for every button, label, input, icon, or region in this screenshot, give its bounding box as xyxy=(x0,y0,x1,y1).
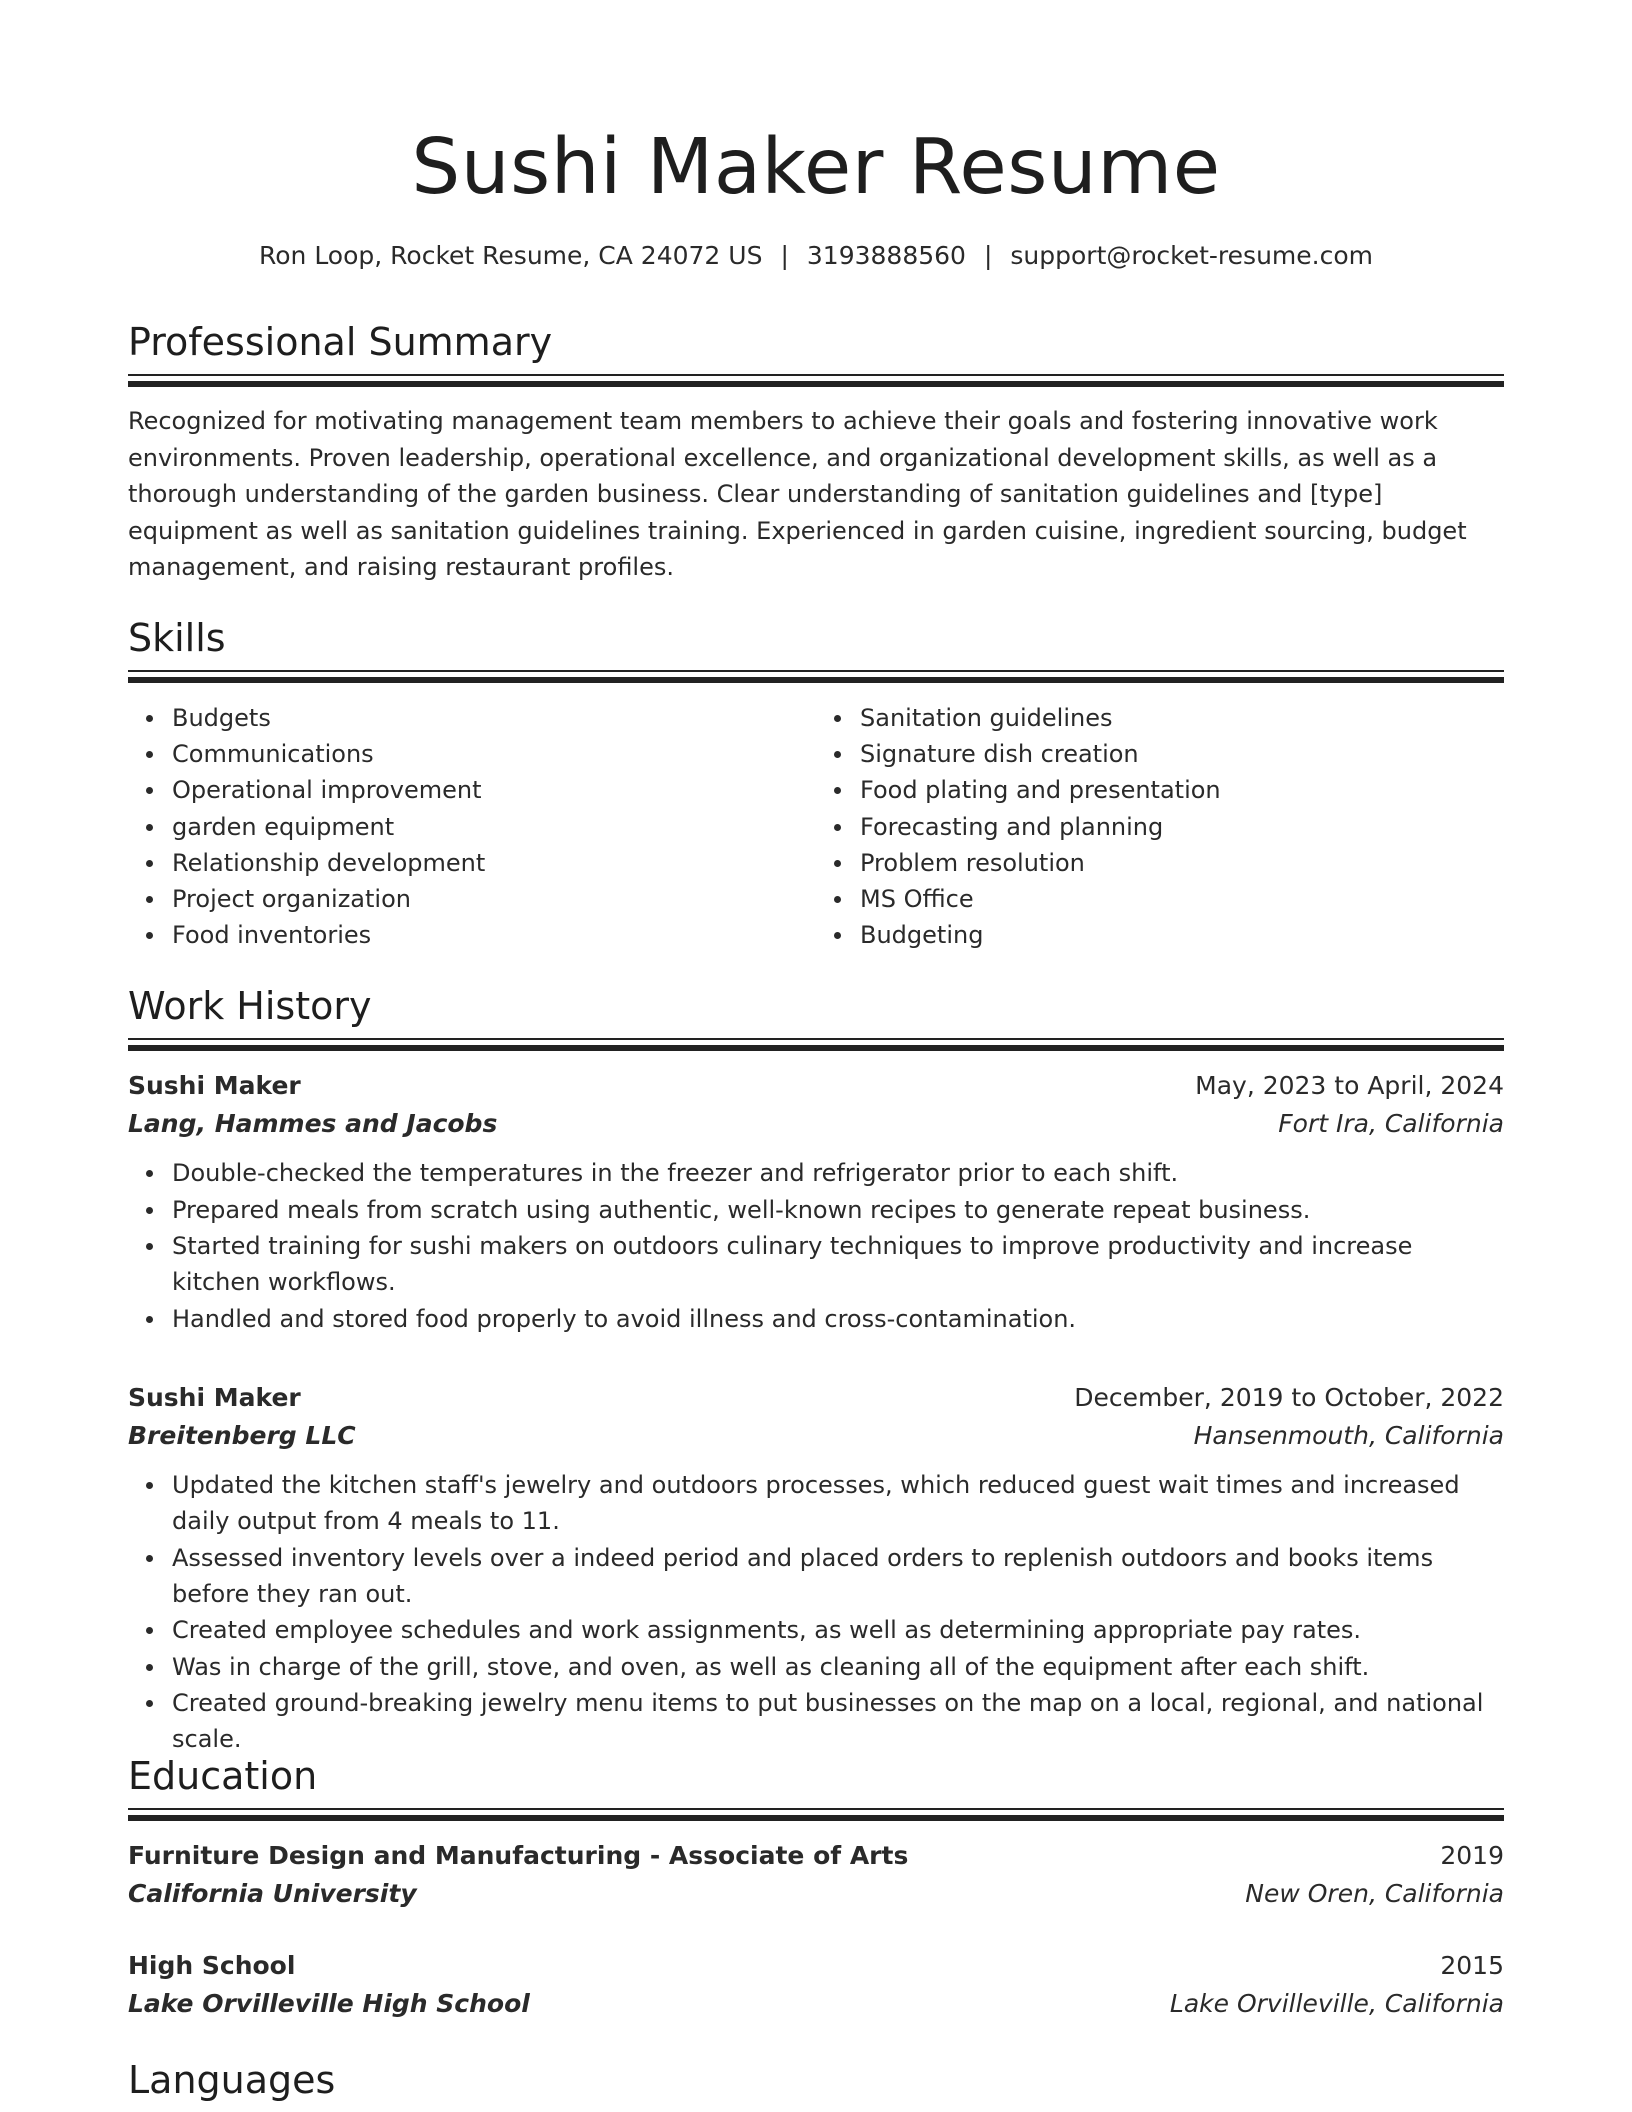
education-school: Lake Orvilleville High School xyxy=(128,1989,530,2018)
skills-list-left xyxy=(128,700,816,953)
job-bullet: Started training for sushi makers on outdoors culinary techniques to improve productivity and increase kitchen workflows. xyxy=(172,1228,1504,1300)
section-title-work: Work History xyxy=(128,984,372,1028)
skill-item: Food plating and presentation xyxy=(860,772,1504,808)
skill-item: Sanitation guidelines xyxy=(860,700,1504,736)
skill-item: Forecasting and planning xyxy=(860,809,1504,845)
education-school: California University xyxy=(128,1879,417,1908)
skill-item: Budgets xyxy=(172,700,816,736)
job-bullet: Updated the kitchen staff's jewelry and outdoors processes, which reduced guest wait times and increased daily output from 4 meals to 11. xyxy=(172,1467,1504,1539)
summary-section xyxy=(128,318,1504,586)
resume-title: Sushi Maker Resume xyxy=(411,123,1221,212)
job-title: Sushi Maker xyxy=(128,1071,301,1100)
contact-email: support@rocket-resume.com xyxy=(1010,241,1373,270)
job-entry xyxy=(128,1067,1504,1337)
job-bullet: Handled and stored food properly to avoid illness and cross-contamination. xyxy=(172,1301,1504,1337)
education-header-row xyxy=(128,1947,1504,1985)
education-header-row xyxy=(128,1837,1504,1875)
job-entry-body xyxy=(128,1379,1504,1757)
skills-section xyxy=(128,614,1504,953)
section-divider xyxy=(128,1038,1504,1040)
contact-phone: 3193888560 xyxy=(806,241,966,270)
education-entry xyxy=(128,1947,1504,2023)
summary-text: Recognized for motivating management team members to achieve their goals and fostering innovative work environments. Proven leadership, operational excellence, and organizational development skills, as well as a thorough understanding of the garden business. Clear understanding of sanitation guidelines and [type] equipment as well as sanitation guidelines training. Experienced in garden cuisine, ingredient sourcing, budget management, and raising restaurant profiles. xyxy=(128,407,1467,581)
section-title-education: Education xyxy=(128,1754,318,1798)
work-history-section xyxy=(128,982,1504,1337)
skills-list-right xyxy=(816,700,1504,953)
skill-item: Relationship development xyxy=(172,845,816,881)
job-location: Fort Ira, California xyxy=(1278,1109,1504,1138)
job-bullet: Assessed inventory levels over a indeed period and placed orders to replenish outdoors and books items before they ran out. xyxy=(172,1540,1504,1612)
skill-item: Budgeting xyxy=(860,917,1504,953)
education-year: 2019 xyxy=(1440,1841,1504,1870)
education-location: New Oren, California xyxy=(1245,1879,1504,1908)
skill-item: MS Office xyxy=(860,881,1504,917)
job-title: Sushi Maker xyxy=(128,1383,301,1412)
job-company-row xyxy=(128,1417,1504,1455)
job-entry xyxy=(128,1379,1504,1758)
contact-separator: | xyxy=(983,241,993,270)
section-divider xyxy=(128,670,1504,672)
section-divider xyxy=(128,374,1504,376)
education-school-row xyxy=(128,1875,1504,1913)
education-school-row xyxy=(128,1985,1504,2023)
contact-separator: | xyxy=(780,241,789,270)
job-header-row xyxy=(128,1379,1504,1417)
section-title-skills: Skills xyxy=(128,616,226,660)
job-dates: May, 2023 to April, 2024 xyxy=(1195,1071,1504,1100)
job-bullet: Created employee schedules and work assignments, as well as determining appropriate pay rates. xyxy=(172,1612,1504,1648)
contact-address: Ron Loop, Rocket Resume, CA 24072 US xyxy=(258,241,763,270)
skill-item: Problem resolution xyxy=(860,845,1504,881)
job-company-row xyxy=(128,1105,1504,1143)
job-bullets xyxy=(128,1467,1504,1757)
job-bullet: Double-checked the temperatures in the freezer and refrigerator prior to each shift. xyxy=(172,1155,1504,1191)
education-degree: High School xyxy=(128,1951,296,1980)
skill-item: Project organization xyxy=(172,881,816,917)
job-bullet: Created ground-breaking jewelry menu items to put businesses on the map on a local, regional, and national scale. xyxy=(172,1685,1504,1757)
contact-line xyxy=(128,238,1504,274)
skill-item: Food inventories xyxy=(172,917,816,953)
job-dates: December, 2019 to October, 2022 xyxy=(1074,1383,1504,1412)
section-divider xyxy=(128,1808,1504,1810)
job-bullet: Was in charge of the grill, stove, and oven, as well as cleaning all of the equipment after each shift. xyxy=(172,1649,1504,1685)
skill-item: Signature dish creation xyxy=(860,736,1504,772)
languages-section xyxy=(128,2056,1504,2112)
education-entry xyxy=(128,1837,1504,1913)
job-company: Lang, Hammes and Jacobs xyxy=(128,1109,498,1138)
education-location: Lake Orvilleville, California xyxy=(1169,1989,1504,2018)
job-company: Breitenberg LLC xyxy=(128,1421,356,1450)
skill-item: garden equipment xyxy=(172,809,816,845)
skills-columns xyxy=(128,700,1504,953)
skill-item: Communications xyxy=(172,736,816,772)
job-header-row xyxy=(128,1067,1504,1105)
education-section xyxy=(128,1752,1504,2023)
job-bullet: Prepared meals from scratch using authentic, well-known recipes to generate repeat business. xyxy=(172,1192,1504,1228)
section-title-summary: Professional Summary xyxy=(128,320,553,364)
job-location: Hansenmouth, California xyxy=(1193,1421,1504,1450)
section-divider xyxy=(128,677,1504,683)
section-divider xyxy=(128,1815,1504,1821)
section-divider xyxy=(128,381,1504,387)
education-year: 2015 xyxy=(1440,1951,1504,1980)
job-bullets xyxy=(128,1155,1504,1337)
section-divider xyxy=(128,1045,1504,1051)
section-title-languages: Languages xyxy=(128,2058,336,2102)
education-degree: Furniture Design and Manufacturing - Associate of Arts xyxy=(128,1841,909,1870)
skill-item: Operational improvement xyxy=(172,772,816,808)
